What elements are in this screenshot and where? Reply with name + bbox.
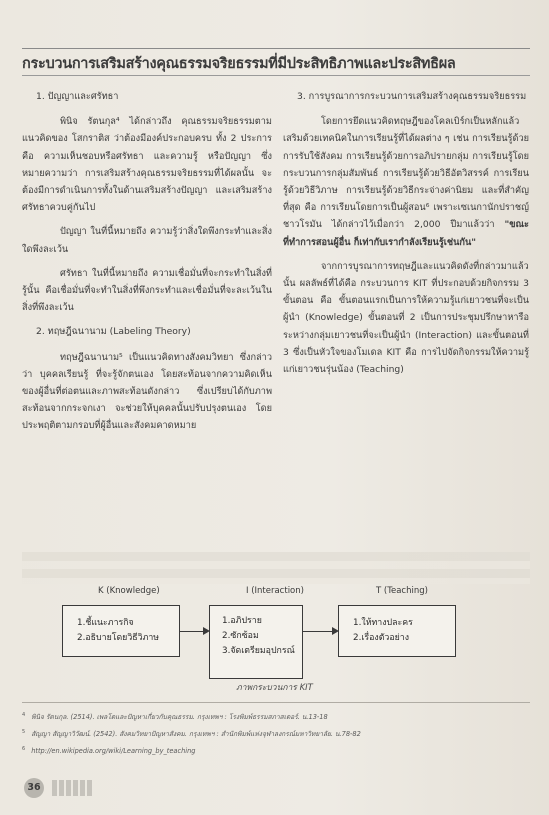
i-label: I (Interaction) (246, 586, 304, 596)
footnote (22, 708, 530, 725)
page-title: กระบวนการเสริมสร้างคุณธรรมจริยธรรมที่มีประสิทธิภาพและประสิทธิผล (22, 56, 456, 72)
knowledge-box (62, 605, 180, 657)
footnote-text: http://en.wikipedia.org/wiki/Learning_by_teaching (31, 747, 196, 756)
k-item: 1.ชี้แนะภารกิจ (77, 618, 134, 628)
section1-paragraph1: พินิจ รัตนกุล⁴ ได้กล่าวถึง คุณธรรมจริยธรรมตามแนวคิดของ โสกราติส ว่าต้องมีองค์ประกอบครบ ทั้ง 2 ประการ คือ ความเห็นชอบหรือศรัทธา และความรู้ หรือปัญญา ซึ่งหมายความว่า การเสริมสร้างคุณธรรมจริยธรรมที่ได้ผลนั้น จะต้องมีการดำเนินการทั้งในด้านเสริมสร้างปัญญา และเสริมสร้างศรัทธาควบคู่กันไป (22, 116, 272, 214)
section3-paragraph1-text: โดยการยึดแนวคิดทฤษฎีของโคลเบิร์กเป็นหลักแล้วเสริมด้วยเทคนิคในการเรียนรู้ที่ได้ผลต่าง ๆ เช่น การเรียนรู้ด้วยการรับใช้สังคม การเรียนรู้ด้วยการอภิปรายกลุ่ม การเรียนรู้โดยกระบวนการกลุ่มสัมพันธ์ การเรียนรู้ด้วยวิธีอัตวิสรรค์ การเรียนรู้ด้วยวิธีวิภาษ การเรียนรู้ด้วยวิธีกระจ่างค่านิยม และที่สำคัญที่สุด คือ การเรียนโดยการเป็นผู้สอน⁶ เพราะเซเนกานักปราชญ์ชาวโรมัน ได้กล่าวไว้เมื่อกว่า 2,000 ปีมาแล้วว่า (283, 116, 529, 231)
diagram-caption: ภาพกระบวนการ KIT (236, 683, 313, 693)
kit-diagram (22, 585, 532, 680)
left-column (22, 88, 272, 442)
section2-heading: 2. ทฤษฎีฉนานาม (Labeling Theory) (36, 326, 191, 338)
footer-logo-mark (52, 778, 112, 798)
i-item: 3.จัดเตรียมอุปกรณ์ (222, 646, 295, 656)
footnote-text: สัญญา สัญญาวิวัฒน์. (2542). สังคมวิทยาปัญหาสังคม. กรุงเทพฯ : สำนักพิมพ์แห่งจุฬาลงกรณ์มหาวิทยาลัย. น.78-82 (31, 730, 361, 739)
t-item: 1.ให้ทางปละคร (353, 618, 413, 628)
arrow-k-to-i (180, 631, 208, 632)
section2-paragraph1: ทฤษฎีฉนานาม⁵ เป็นแนวคิดทางสังคมวิทยา ซึ่งกล่าวว่า บุคคลเรียนรู้ ที่จะรู้จักตนเอง โดยสะท้อนจากความคิดเห็นของผู้อื่นที่ต่อตนและภาพสะท้อนดังกล่าว ซึ่งเปรียบได้กับภาพสะท้อนจากกระจกเงา จะช่วยให้บุคคลนั้นปรับปรุงตนเอง โดยประพฤติตามกรอบที่ผู้อื่นและสังคมคาดหมาย (22, 351, 272, 432)
section3-heading: 3. การบูรณาการกระบวนการเสริมสร้างคุณธรรมจริยธรรม (297, 91, 527, 102)
k-label: K (Knowledge) (98, 586, 160, 596)
section3-paragraph2: จากการบูรณาการทฤษฎีและแนวคิดดังที่กล่าวมาแล้วนั้น ผลลัพธ์ที่ได้คือ กระบวนการ KIT ที่ประกอบด้วยกิจกรรม 3 ขั้นตอน คือ ขั้นตอนแรกเป็นการให้ความรู้แก่เยาวชนที่จะเป็นผู้นำ (Knowledge) ขั้นตอนที่ 2 เป็นการประชุมปรึกษาหารือระหว่างกลุ่มเยาวชนที่จะเป็นผู้นำ (Interaction) และขั้นตอนที่ 3 ซึ่งเป็นหัวใจของโมเดล KIT คือ การไปจัดกิจกรรมให้ความรู้แก่เยาวชนรุ่นน้อง (Teaching) (283, 260, 529, 376)
interaction-box (209, 605, 303, 679)
footnote (22, 725, 530, 742)
k-item: 2.อธิบายโดยวิธีวิภาษ (77, 633, 160, 643)
footnote-number: 4 (22, 712, 26, 718)
arrow-i-to-t (303, 631, 337, 632)
seneca-quote: "ขณะที่ทำการสอนผู้อื่น ก็เท่ากับเรากำลังเรียนรู้เช่นกัน" (283, 219, 529, 248)
footnote (22, 742, 530, 759)
footnote-number: 6 (22, 746, 26, 753)
footnotes (22, 708, 530, 760)
section3-paragraph1 (283, 113, 529, 251)
footnote-number: 5 (22, 729, 26, 736)
title-rule (22, 75, 530, 76)
teaching-box (338, 605, 456, 657)
right-column (283, 88, 529, 385)
faded-text-block (22, 552, 530, 584)
section1-paragraph2: ปัญญา ในที่นี้หมายถึง ความรู้ว่าสิ่งใดพึงกระทำและสิ่งใดพึงละเว้น (22, 226, 272, 255)
section1-heading: 1. ปัญญาและศรัทธา (36, 91, 119, 102)
t-item: 2.เรื่องตัวอย่าง (353, 633, 410, 643)
page-number: 36 (24, 778, 44, 798)
section1-paragraph3: ศรัทธา ในที่นี้หมายถึง ความเชื่อมั่นที่จะกระทำในสิ่งที่รู้นั้น คือเชื่อมั่นที่จะทำในสิ่งที่พึงกระทำและเชื่อมั่นที่จะละเว้นในสิ่งที่พึงละเว้น (22, 267, 272, 314)
top-rule (22, 48, 530, 49)
t-label: T (Teaching) (376, 586, 428, 596)
i-item: 2.ซักซ้อม (222, 631, 259, 641)
footnote-rule (22, 702, 530, 703)
i-item: 1.อภิปราย (222, 616, 262, 626)
footnote-text: พินิจ รัตนกุล. (2514). เพลโตและปัญหาเกี่ยวกับคุณธรรม. กรุงเทพฯ : โรงพิมพ์ธรรมสภาสเตอร์. น.13-18 (31, 713, 328, 722)
